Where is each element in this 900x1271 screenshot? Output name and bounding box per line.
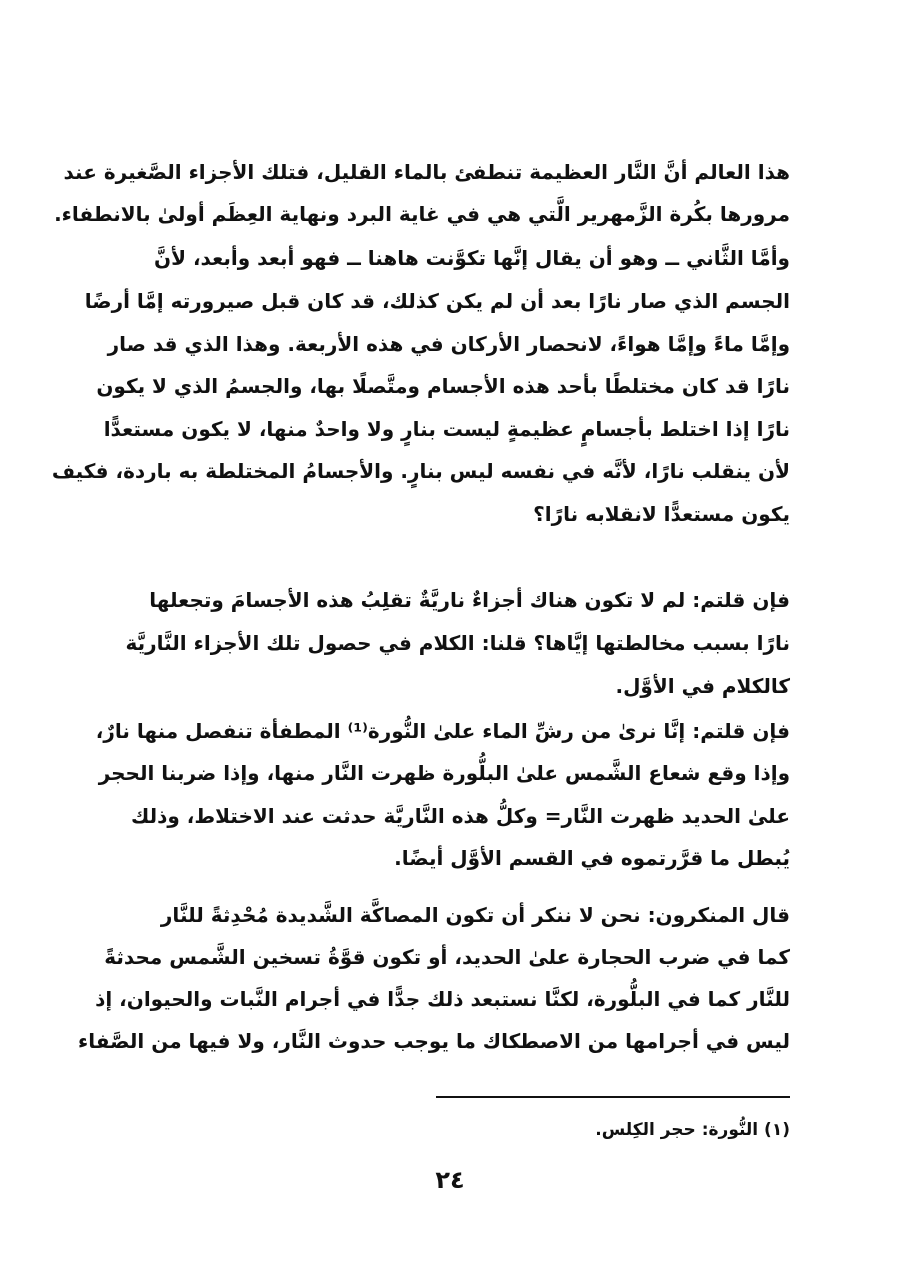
text-line: علىٰ الحديد ظهرت النَّار= وكلُّ هذه النَّاريَّة حدثت عند الاختلاط، وذلك [130, 804, 790, 828]
text-line: يُبطل ما قرَّرتموه في القسم الأوَّل أيضًا. [394, 846, 790, 870]
text-line: الجسم الذي صار نارًا بعد أن لم يكن كذلك، قد كان قبل صيرورته إمَّا أرضًا [84, 289, 790, 313]
text-line: نارًا إذا اختلط بأجسامٍ عظيمةٍ ليست بنارٍ ولا واحدٌ منها، لا يكون مستعدًّا [103, 417, 790, 441]
text-line: ليس في أجرامها من الاصطكاك ما يوجب حدوث النَّار، ولا فيها من الصَّفاء [78, 1029, 790, 1053]
text-line: هذا العالم أنَّ النَّار العظيمة تنطفئ بالماء القليل، فتلك الأجزاء الصَّغيرة عند [63, 160, 790, 184]
text-line: وأمَّا الثَّاني ــ وهو أن يقال إنَّها تكوَّنت هاهنا ــ فهو أبعد وأبعد، لأنَّ [154, 246, 790, 270]
page-number: ٢٤ [435, 1166, 465, 1194]
footnote-separator [436, 1096, 790, 1098]
text-line: نارًا بسبب مخالطتها إيَّاها؟ قلنا: الكلام في حصول تلك الأجزاء النَّاريَّة [125, 631, 790, 655]
text-line: قال المنكرون: نحن لا ننكر أن تكون المصاكَّة الشَّديدة مُحْدِثةً للنَّار [160, 903, 790, 927]
text-line: كالكلام في الأوَّل. [615, 674, 790, 698]
text-line: مرورها بكُرة الزَّمهرير الَّتي هي في غاية البرد ونهاية العِظَم أولىٰ بالانطفاء. [54, 202, 790, 226]
text-line: فإن قلتم: لم لا تكون هناك أجزاءٌ ناريَّةٌ تقلِبُ هذه الأجسامَ وتجعلها [149, 588, 790, 612]
footnote: (١) النُّورة: حجر الكِلس. [595, 1120, 790, 1140]
text-line: يكون مستعدًّا لانقلابه نارًا؟ [533, 502, 790, 526]
text-line: كما في ضرب الحجارة علىٰ الحديد، أو تكون قوَّةُ تسخين الشَّمس محدثةً [104, 945, 790, 969]
text-line: وإمَّا ماءً وإمَّا هواءً، لانحصار الأركان في هذه الأربعة. وهذا الذي قد صار [107, 332, 790, 356]
text-line: للنَّار كما في البلُّورة، لكنَّا نستبعد ذلك جدًّا في أجرام النَّبات والحيوان، إذ [95, 987, 790, 1011]
text-line: لأن ينقلب نارًا، لأنَّه في نفسه ليس بنارٍ. والأجسامُ المختلطة به باردة، فكيف [51, 459, 790, 483]
text-line: وإذا وقع شعاع الشَّمس علىٰ البلُّورة ظهرت النَّار منها، وإذا ضربنا الحجر [98, 761, 790, 785]
text-line: نارًا قد كان مختلطًا بأحد هذه الأجسام ومتَّصلًا بها، والجسمُ الذي لا يكون [96, 374, 790, 398]
text-line: فإن قلتم: إنَّا نرىٰ من رشِّ الماء علىٰ النُّورة⁽¹⁾ المطفأة تنفصل منها نارٌ، [95, 719, 790, 743]
